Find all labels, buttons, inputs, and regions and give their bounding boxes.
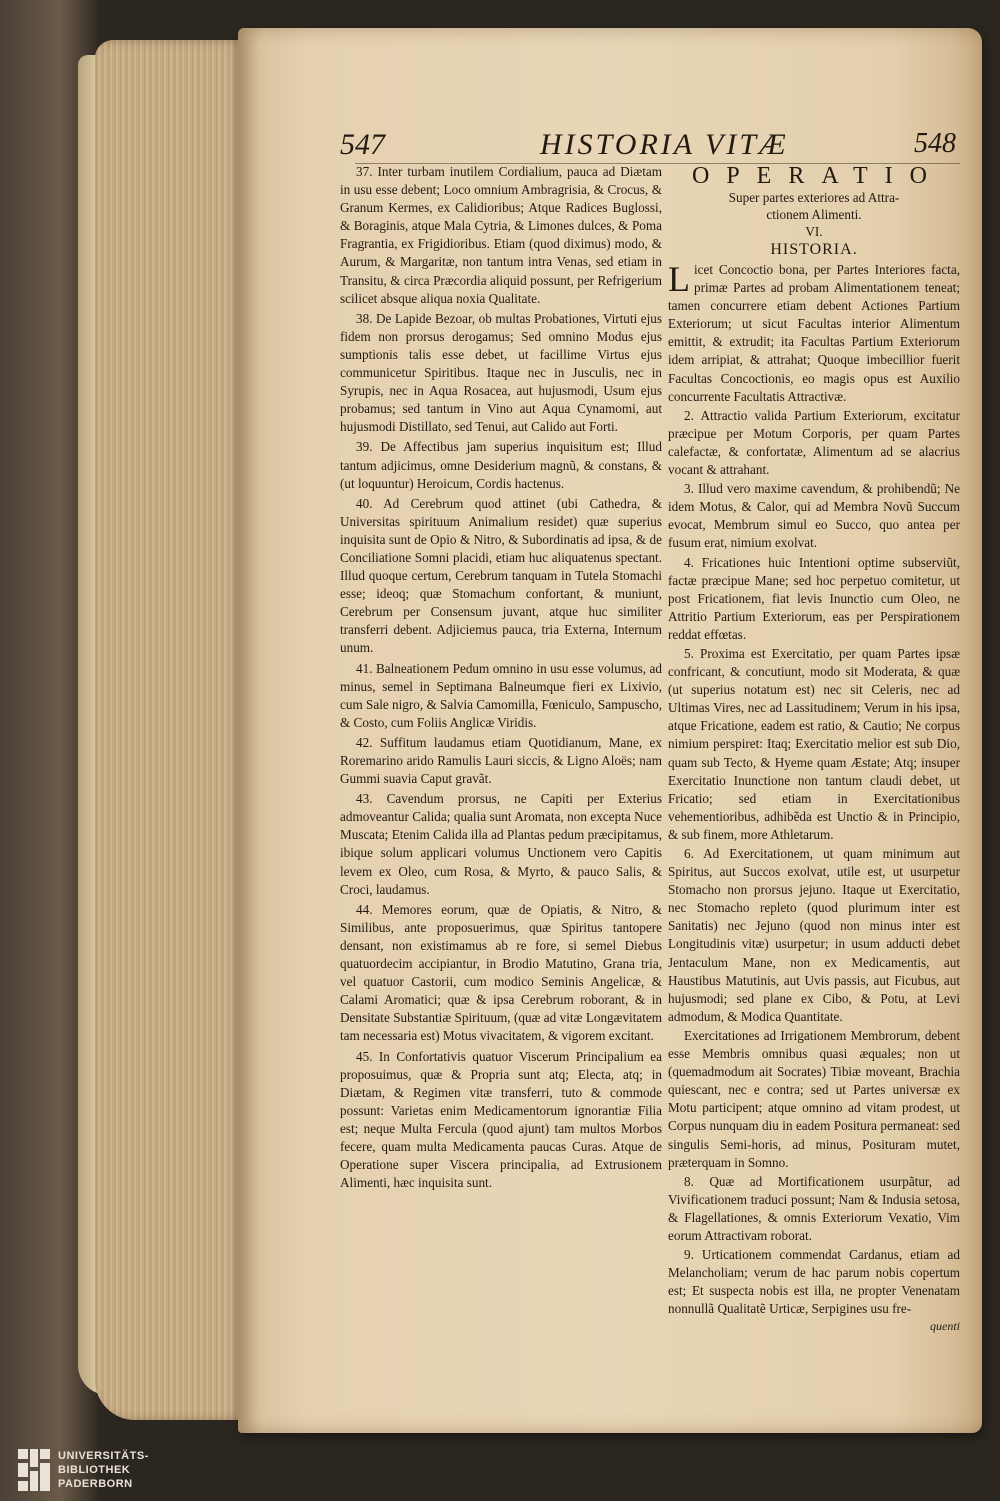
paragraph-42: 42. Suffitum laudamus etiam Quotidianum, Mane, ex Roremarino arido Ramulis Lauri siccis, & Ligno Aloës; nam Gummi suavia Caput gravãt. — [340, 734, 662, 787]
section-subtitle-2: ctionem Alimenti. — [766, 207, 862, 222]
running-title: HISTORIA VITÆ — [540, 128, 789, 161]
library-name — [58, 1449, 149, 1491]
paragraph-7: Exercitationes ad Irrigationem Membrorum, debent esse Membris omnibus quasi æquales; non ut (quemadmodum ait Socrates) Tibiæ moveant, Brachia quiescant, nec e contra; sed ut Partes universæ ex Motu participent; atque omnino ad vitam prodest, ut Corpus nunquam diu in eadem Positura permaneat: sed singulis Semi-horis, ad minus, Posituram mutet, præterquam in Somno. — [668, 1027, 960, 1170]
paragraph-38: 38. De Lapide Bezoar, ob multas Probationes, Virtuti ejus fidem non prorsus derogamus; Sed omnino Modus ejus sumptionis talis esse debet, ut facillime Virtus ejus communicetur Spiritibus. Itaque nec in Jusculis, nec in Syrupis, nec in Aqua Rosacea, aut hujusmodi, Usum ejus probamus; sed tantum in Vino aut Aqua Cynamomi, aut hujusmodi Distillato, sed Tenui, aut Calido aut Forti. — [340, 310, 662, 435]
library-name-line3: PADERBORN — [58, 1478, 133, 1490]
paragraph-44: 44. Memores eorum, quæ de Opiatis, & Nitro, & Similibus, ante proposuerimus, quæ Spiritus tantopere densant, non existimamus ab re fore, si semel Diebus quatuordecim accipiantur, in Brodio Matutino, Grana tria, vel quatuor Castorii, cum modico Seminis Angelicæ, & Calami Aromatici; quæ & ipsa Cerebrum roborant, & in Densitate Substantiæ Spirituum, (quæ ad vitæ Longævitatem tam necessaria est) Motus vivacitatem, & vigorem excitant. — [340, 901, 662, 1044]
section-subtitle-1: Super partes exteriores ad Attra- — [728, 190, 900, 205]
page-edges — [95, 40, 245, 1420]
section-title: OPERATIO — [691, 163, 944, 189]
catchword: quenti — [930, 1319, 960, 1334]
paragraph-6: 6. Ad Exercitationem, ut quam minimum aut Spiritus, aut Succos exolvat, utile est, ut usurpetur Stomacho non prorsus jejuno. Itaque ut Exercitatio, nec Stomacho repleto (quod plurimum inter est Sanitatis) nec Jejuno (quod non minus inter est Longitudinis vitæ) usurpetur; in usum adducti debet Jentaculum Mane, non ex Medicamentis, aut Haustibus Matutinis, aut Uvis passis, aut Ficubus, aut hujusmodi; sed plane ex Cibo, & Potu, at Levi admodum, & Modica Quantitate. — [668, 846, 960, 1024]
paragraph-1 — [668, 261, 960, 406]
paragraph-45: 45. In Confortativis quatuor Viscerum Principalium ea proposuimus, quæ & Propria sunt atq; Electa, atq; in Diætam, & Regimen vitæ transferri, tuto & commode possunt: Varietas enim Medicamentorum ignorantiæ Filia est; neque Multa Fercula (quod ajunt) tam multos Morbos fecere, quam multa Medicamenta paucas Curas. Atque de Operatione super Viscera principalia, ad Extrusionem Alimenti, hæc inquisita sunt. — [340, 1048, 662, 1191]
library-name-line2: BIBLIOTHEK — [58, 1464, 131, 1476]
section-number: VI. — [805, 224, 823, 239]
drop-cap: L — [668, 259, 690, 299]
paragraph-3: 3. Illud vero maxime cavendum, & prohibendũ; Ne idem Motus, & Calor, qui ad Membra Novũ Succum evocat, Membrum simul eo Succo, quo antea per fusum erat, nimium exolvat. — [668, 481, 960, 551]
paragraph-40: 40. Ad Cerebrum quod attinet (ubi Cathedra, & Universitas spirituum Animalium residet) quæ superius inquisita sunt de Opio & Nitro, & Subordinatis ad ipsa, & de Conciliatione Somni placidi, etiam huc aliquatenus spectant. Illud quoque certum, Cerebrum tanquam in Tutela Stomachi esse; ideoq; quæ Stomachum confortant, & muniunt, Cerebrum per Consensum juvant, atque huc similiter transferri debent. Adjiciemus pauca, tria Externa, Internum unum. — [340, 495, 662, 656]
paragraph-2: 2. Attractio valida Partium Exteriorum, excitatur præcipue per Motum Corporis, per quam Partes calefactæ, & confortatæ, Alimentum ad se alacrius vocant & attrahant. — [668, 407, 960, 478]
left-column — [340, 163, 662, 1194]
page-number-left: 547 — [340, 128, 385, 161]
library-name-line1: UNIVERSITÄTS- — [58, 1450, 149, 1462]
paragraph-8: 8. Quæ ad Mortificationem usurpãtur, ad Vivificationem traduci possunt; Nam & Indusia setosa, & Flagellationes, & omnis Exteriorum Vexatio, Vim eorum Attractivam roborat. — [668, 1173, 960, 1243]
paragraph-41: 41. Balneationem Pedum omnino in usu esse volumus, ad minus, semel in Septimana Balneumque fieri ex Lixivio, cum Sale nigro, & Salvia Camomilla, Fœniculo, Sampuscho, & Costo, cum Foliis Anglicæ Viridis. — [340, 660, 662, 730]
page-number-right: 548 — [914, 128, 956, 159]
paragraph-5: 5. Proxima est Exercitatio, per quam Partes ipsæ confricant, & concutiunt, modo sit Moderata, & quæ (ut superius notatum est) nec sit Celeris, nec ad Ultimas Vires, nec ad Lassitudinem; Verum in his ipsa, atque Fricatione, eadem est ratio, & Cautio; Ne corpus nimium perspiret: Itaq; Exercitatio melior est sub Dio, quam sub Tecto, & Hyeme quam Æstate; Atq; insuper Exercitatio Inunctione non tantum claudi debet, ut Fricatio; sed etiam in Exercitationibus vehementioribus, adhibẽda est Unctio & in Principio, & sub finem, more Athletarum. — [668, 645, 960, 842]
right-column — [668, 163, 960, 1333]
library-logo-icon — [18, 1449, 50, 1491]
paragraph-1-text: icet Concoctio bona, per Partes Interiores facta, primæ Partes ad probam Alimentationem teneat; tamen concurrere etiam debent Actiones Partium Exteriorum; ut sicut Facultas interior Alimentum emittit, & extrudit; ita Facultas Partium Exteriorum idem arripiat, & attrahat; Quoque imbecillior fuerit Facultas Concoctionis, eo magis opus est Auxilio concurrente Facultatis Attractivæ. — [668, 262, 960, 404]
paragraph-37: 37. Inter turbam inutilem Cordialium, pauca ad Diætam in usu esse debent; Loco omnium Ambragrisia, & Crocus, & Granum Kermes, ex Calidioribus; Atque Radices Buglossi, & Boraginis, atque Mala Cytria, & Limones dulces, & Poma Fragrantia, ex Frigidioribus. Etiam (quod diximus) modo, & Aurum, & Margaritæ, non tantum intra Venas, sed etiam in Transitu, & circa Præcordia aliquid possunt, per Refrigerium scilicet absque aliqua noxia Qualitate. — [340, 164, 662, 306]
historia-heading: HISTORIA. — [770, 241, 858, 258]
paragraph-4: 4. Fricationes huic Intentioni optime subserviũt, factæ præcipue Mane; sed hoc perpetuo comitetur, ut post Fricationem, fiat levis Inunctio cum Oleo, ne Attritio Partium Exteriorum, eas per Perspirationem reddat effœtas. — [668, 554, 960, 642]
paragraph-9: 9. Urticationem commendat Cardanus, etiam ad Melancholiam; verum de hac parum nobis copertum est; Et suspecta nobis est illa, ne propter Venenatam nonnullã Qualitatẽ Urticæ, Serpigines usu fre- — [668, 1247, 960, 1317]
paragraph-39: 39. De Affectibus jam superius inquisitum est; Illud tantum adjicimus, omne Desiderium magnũ, & constans, & (ut loquuntur) Heroicum, Cordis hactenus. — [340, 439, 662, 491]
paragraph-43: 43. Cavendum prorsus, ne Capiti per Exterius admoveantur Calida; qualia sunt Aromata, non excepta Nuce Muscata; Etenim Calida illa ad Plantas pedum præcipitamus, ibique solum applicari volumus Unctionem vero Capitis levem ex Oleo, cum Rosa, & Myrto, & pauco Salis, & Croci, laudamus. — [340, 791, 662, 897]
library-stamp — [18, 1447, 178, 1495]
